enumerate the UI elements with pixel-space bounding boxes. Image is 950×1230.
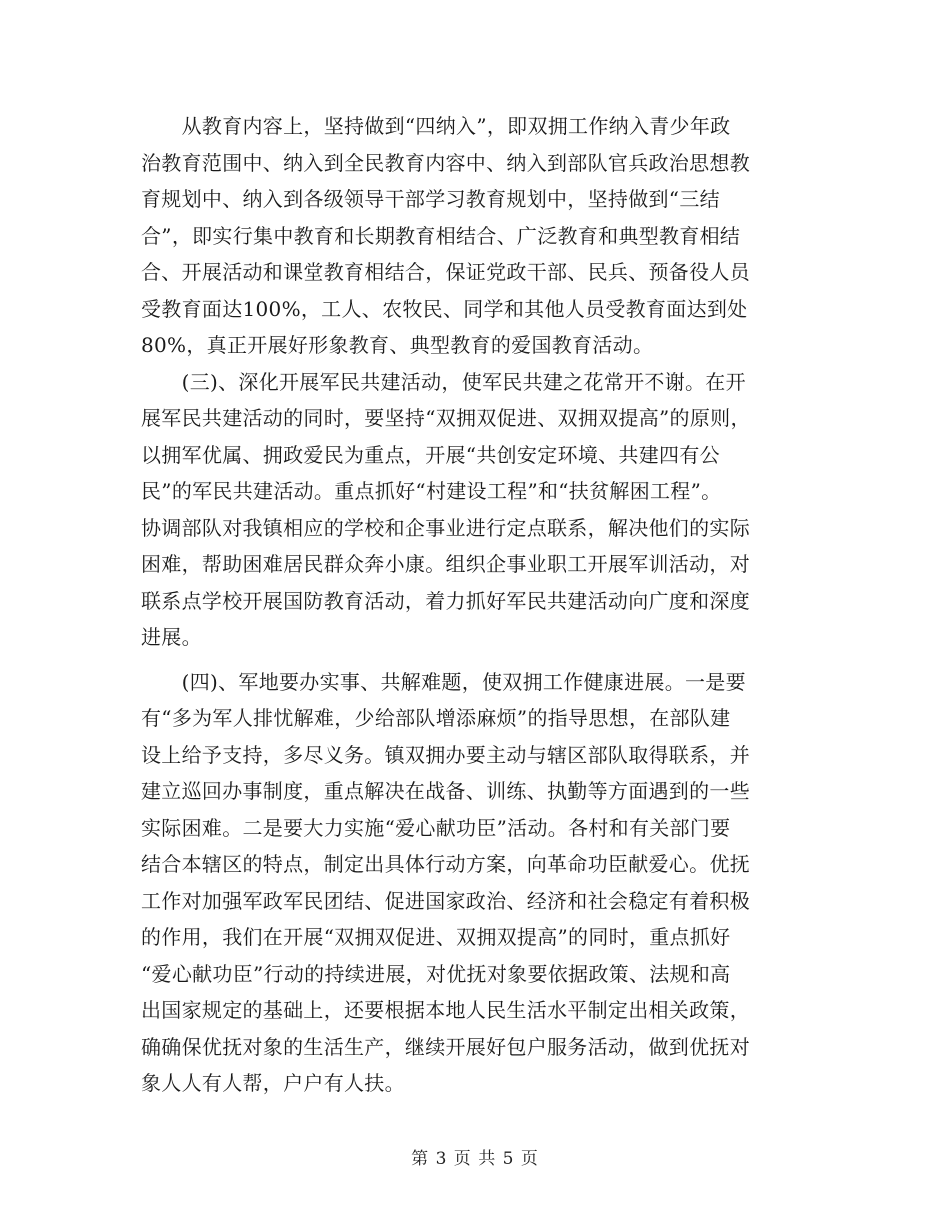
paragraph-gap <box>141 656 809 664</box>
text-line: 以拥军优属、拥政爱民为重点，开展“共创安定环境、共建四有公 <box>141 442 720 467</box>
text-line: 建立巡回办事制度，重点解决在战备、训练、执勤等方面遇到的一些 <box>141 779 750 803</box>
paragraph-section-3 <box>141 364 809 656</box>
text-line: 从教育内容上，坚持做到“四纳入”，即双拥工作纳入青少年政 <box>141 114 731 138</box>
text-line: 展军民共建活动的同时，要坚持“双拥双促进、双拥双提高”的原则， <box>141 406 751 430</box>
text-line: 受教育面达100%，工人、农牧民、同学和其他人员受教育面达到处 <box>141 296 748 321</box>
text-line: 的作用，我们在开展“双拥双促进、双拥双提高”的同时，重点抓好 <box>141 925 731 949</box>
paragraph-section-4 <box>141 664 809 1102</box>
paragraph-education-content <box>141 108 809 364</box>
page-number-footer: 第 3 页 共 5 页 <box>411 1149 539 1169</box>
text-line: (三)、深化开展军民共建活动，使军民共建之花常开不谢。在开 <box>141 369 746 394</box>
text-line: 象人人有人帮，户户有人扶。 <box>141 1071 405 1095</box>
text-line: 结合本辖区的特点，制定出具体行动方案，向革命功臣献爱心。优抚 <box>141 852 750 876</box>
text-line: 治教育范围中、纳入到全民教育内容中、纳入到部队官兵政治思想教 <box>141 150 750 175</box>
text-line: “爱心献功臣”行动的持续进展，对优抚对象要依据政策、法规和高 <box>141 961 731 986</box>
text-line: 合、开展活动和课堂教育相结合，保证党政干部、民兵、预备役人员 <box>141 260 750 284</box>
text-line: 有“多为军人排忧解难，少给部队增添麻烦”的指导思想，在部队建 <box>141 706 731 730</box>
text-line: 实际困难。二是要大力实施“爱心献功臣”活动。各村和有关部门要 <box>141 815 731 840</box>
text-line: 出国家规定的基础上，还要根据本地人民生活水平制定出相关政策， <box>141 998 750 1022</box>
text-line: 协调部队对我镇相应的学校和企事业进行定点联系，解决他们的实际 <box>141 515 750 540</box>
document-body <box>141 108 809 1102</box>
text-line: 确确保优抚对象的生活生产，继续开展好包户服务活动，做到优抚对 <box>141 1034 750 1059</box>
text-line: 合”，即实行集中教育和长期教育相结合、广泛教育和典型教育相结 <box>141 223 741 248</box>
text-line: 育规划中、纳入到各级领导干部学习教育规划中，坚持做到“三结 <box>141 187 720 211</box>
text-line: (四)、军地要办实事、共解难题，使双拥工作健康进展。一是要 <box>141 669 746 694</box>
text-line: 工作对加强军政军民团结、促进国家政治、经济和社会稳定有着积极 <box>141 888 750 913</box>
text-line: 80%，真正开展好形象教育、典型教育的爱国教育活动。 <box>141 333 654 357</box>
text-line: 民”的军民共建活动。重点抓好“村建设工程”和“扶贫解困工程”。 <box>141 479 722 503</box>
text-line: 联系点学校开展国防教育活动，着力抓好军民共建活动向广度和深度 <box>141 588 750 613</box>
text-line: 困难，帮助困难居民群众奔小康。组织企事业职工开展军训活动，对 <box>141 552 750 576</box>
text-line: 设上给予支持，多尽义务。镇双拥办要主动与辖区部队取得联系，并 <box>141 742 750 767</box>
text-line: 进展。 <box>141 625 202 649</box>
